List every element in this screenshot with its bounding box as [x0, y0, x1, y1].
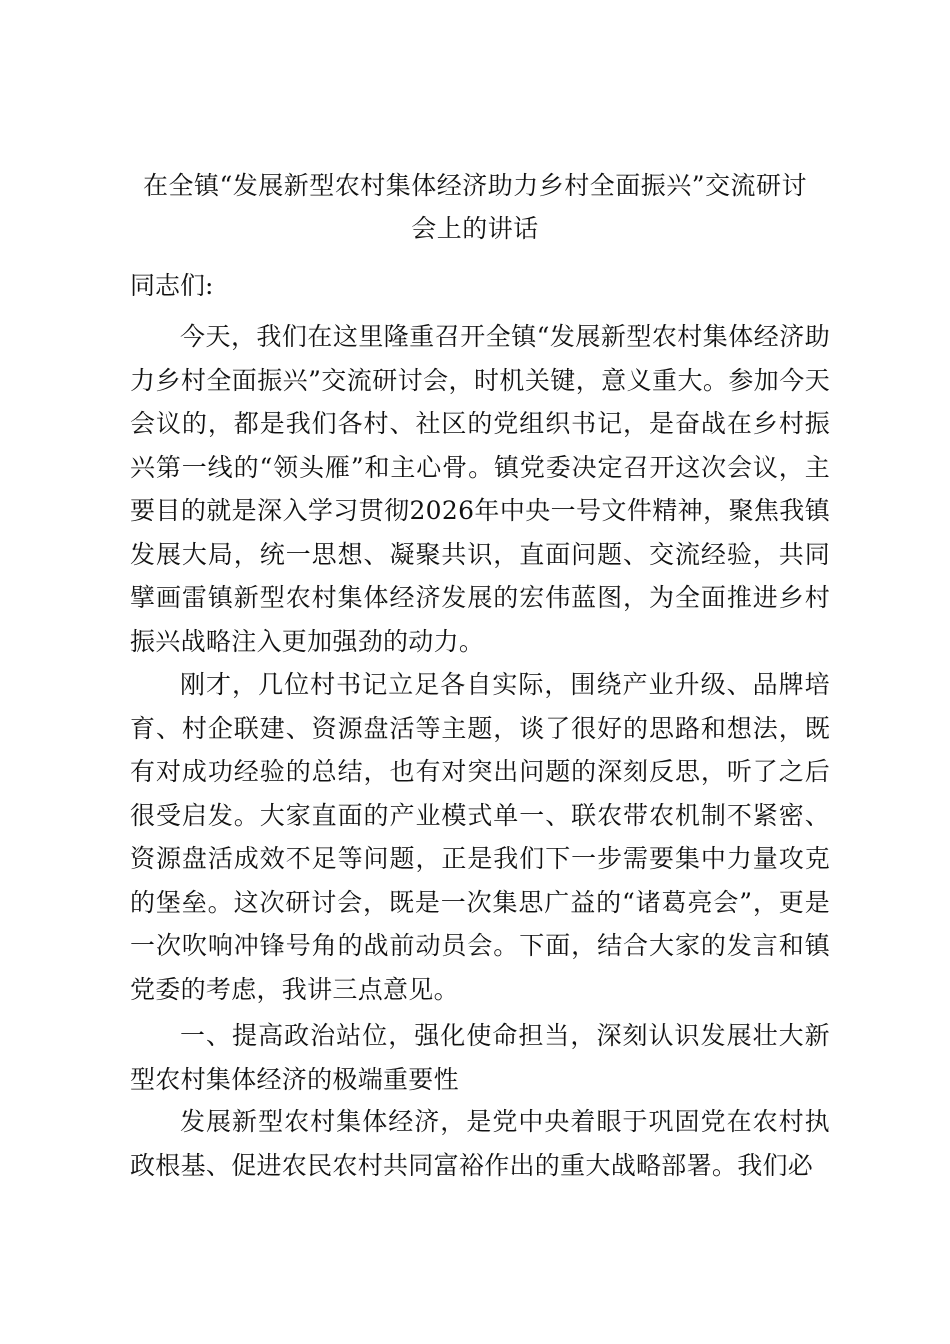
paragraph-intro	[130, 315, 830, 663]
paragraph-feedback	[130, 663, 830, 1011]
section-heading-1	[130, 1014, 830, 1101]
paragraph-text: 刚才，几位村书记立足各自实际，围绕产业升级、品牌培育、村企联建、资源盘活等主题，谈了很好的思路和想法，既有对成功经验的总结，也有对突出问题的深刻反思，听了之后很受启发。大家直面的产业模式单一、联农带农机制不紧密、资源盘活成效不足等问题，正是我们下一步需要集中力量攻克的堡垒。这次研讨会，既是一次集思广益的“诸葛亮会”，更是一次吹响冲锋号角的战前动员会。下面，结合大家的发言和镇党委的考虑，我讲三点意见。	[130, 670, 830, 1004]
paragraph-section-1	[130, 1100, 830, 1187]
paragraph-text: 今天，我们在这里隆重召开全镇“发展新型农村集体经济助力乡村全面振兴”交流研讨会，时机关键，意义重大。参加今天会议的，都是我们各村、社区的党组织书记，是奋战在乡村振兴第一线的“领头雁”和主心骨。镇党委决定召开这次会议，主要目的就是深入学习贯彻2026年中央一号文件精神，聚焦我镇发展大局，统一思想、凝聚共识，直面问题、交流经验，共同擘画雷镇新型农村集体经济发展的宏伟蓝图，为全面推进乡村振兴战略注入更加强劲的动力。	[130, 322, 830, 656]
document-title-line-2: 会上的讲话	[411, 214, 539, 243]
salutation: 同志们:	[130, 271, 214, 300]
paragraph-text: 发展新型农村集体经济，是党中央着眼于巩固党在农村执政根基、促进农民农村共同富裕作出的重大战略部署。我们必	[130, 1107, 830, 1180]
section-heading-text: 一、提高政治站位，强化使命担当，深刻认识发展壮大新型农村集体经济的极端重要性	[130, 1021, 830, 1094]
document-title-line-1: 在全镇“发展新型农村集体经济助力乡村全面振兴”交流研讨	[142, 171, 808, 200]
